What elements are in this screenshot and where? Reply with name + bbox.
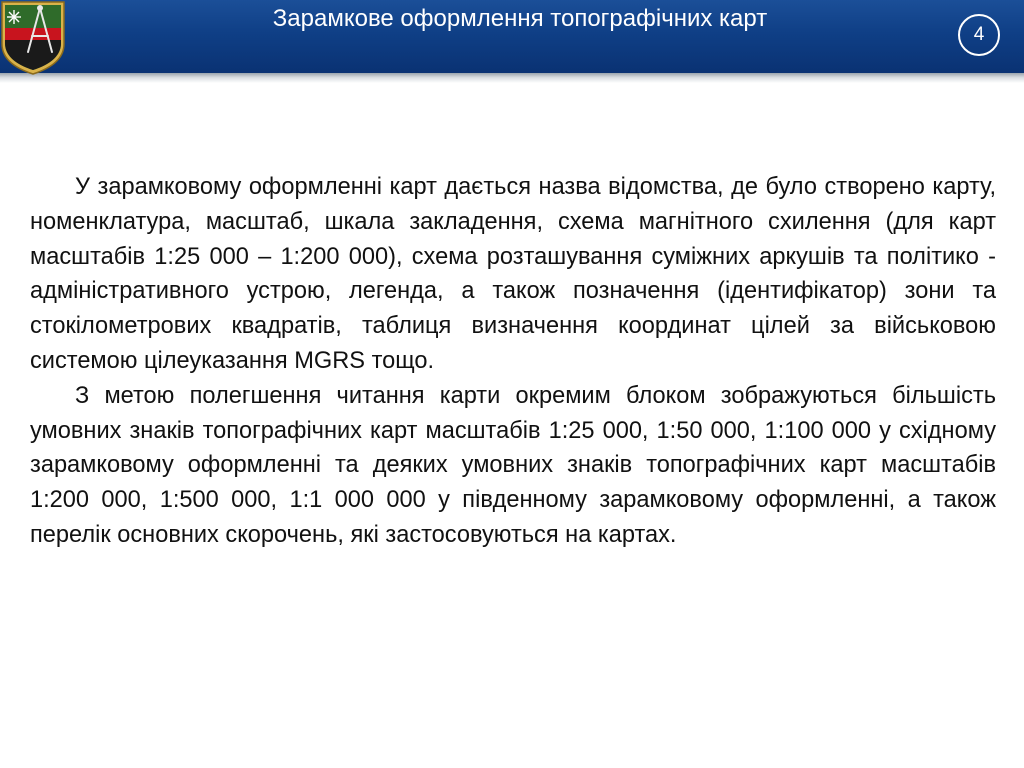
military-cartography-shield-icon [0, 0, 66, 76]
slide-title: Зарамкове оформлення топографічних карт [272, 5, 768, 32]
page-number-badge: 4 [958, 14, 1000, 56]
body-text [30, 170, 996, 553]
header-shadow [0, 73, 1024, 83]
paragraph-2: З метою полегшення читання карти окремим блоком зображуються більшість умовних знаків топографічних карт масштабів 1:25 000, 1:50 000, 1:100 000 у східному зарамковому оформленні та деяких умовних знаків топографічних карт масштабів 1:200 000, 1:500 000, 1:1 000 000 у південному зарамковому оформленні, а також перелік основних скорочень, які застосовуються на картах. [30, 382, 996, 548]
paragraph-1: У зарамковому оформленні карт дається назва відомства, де було створено карту, номенклатура, масштаб, шкала закладення, схема магнітного схилення (для карт масштабів 1:25 000 – 1:200 000), схема розташування суміжних аркушів та політико - адміністративного устрою, легенда, а також позначення (ідентифікатор) зони та стокілометрових квадратів, таблиця визначення координат цілей за військовою системою цілеуказання MGRS тощо. [30, 174, 996, 374]
